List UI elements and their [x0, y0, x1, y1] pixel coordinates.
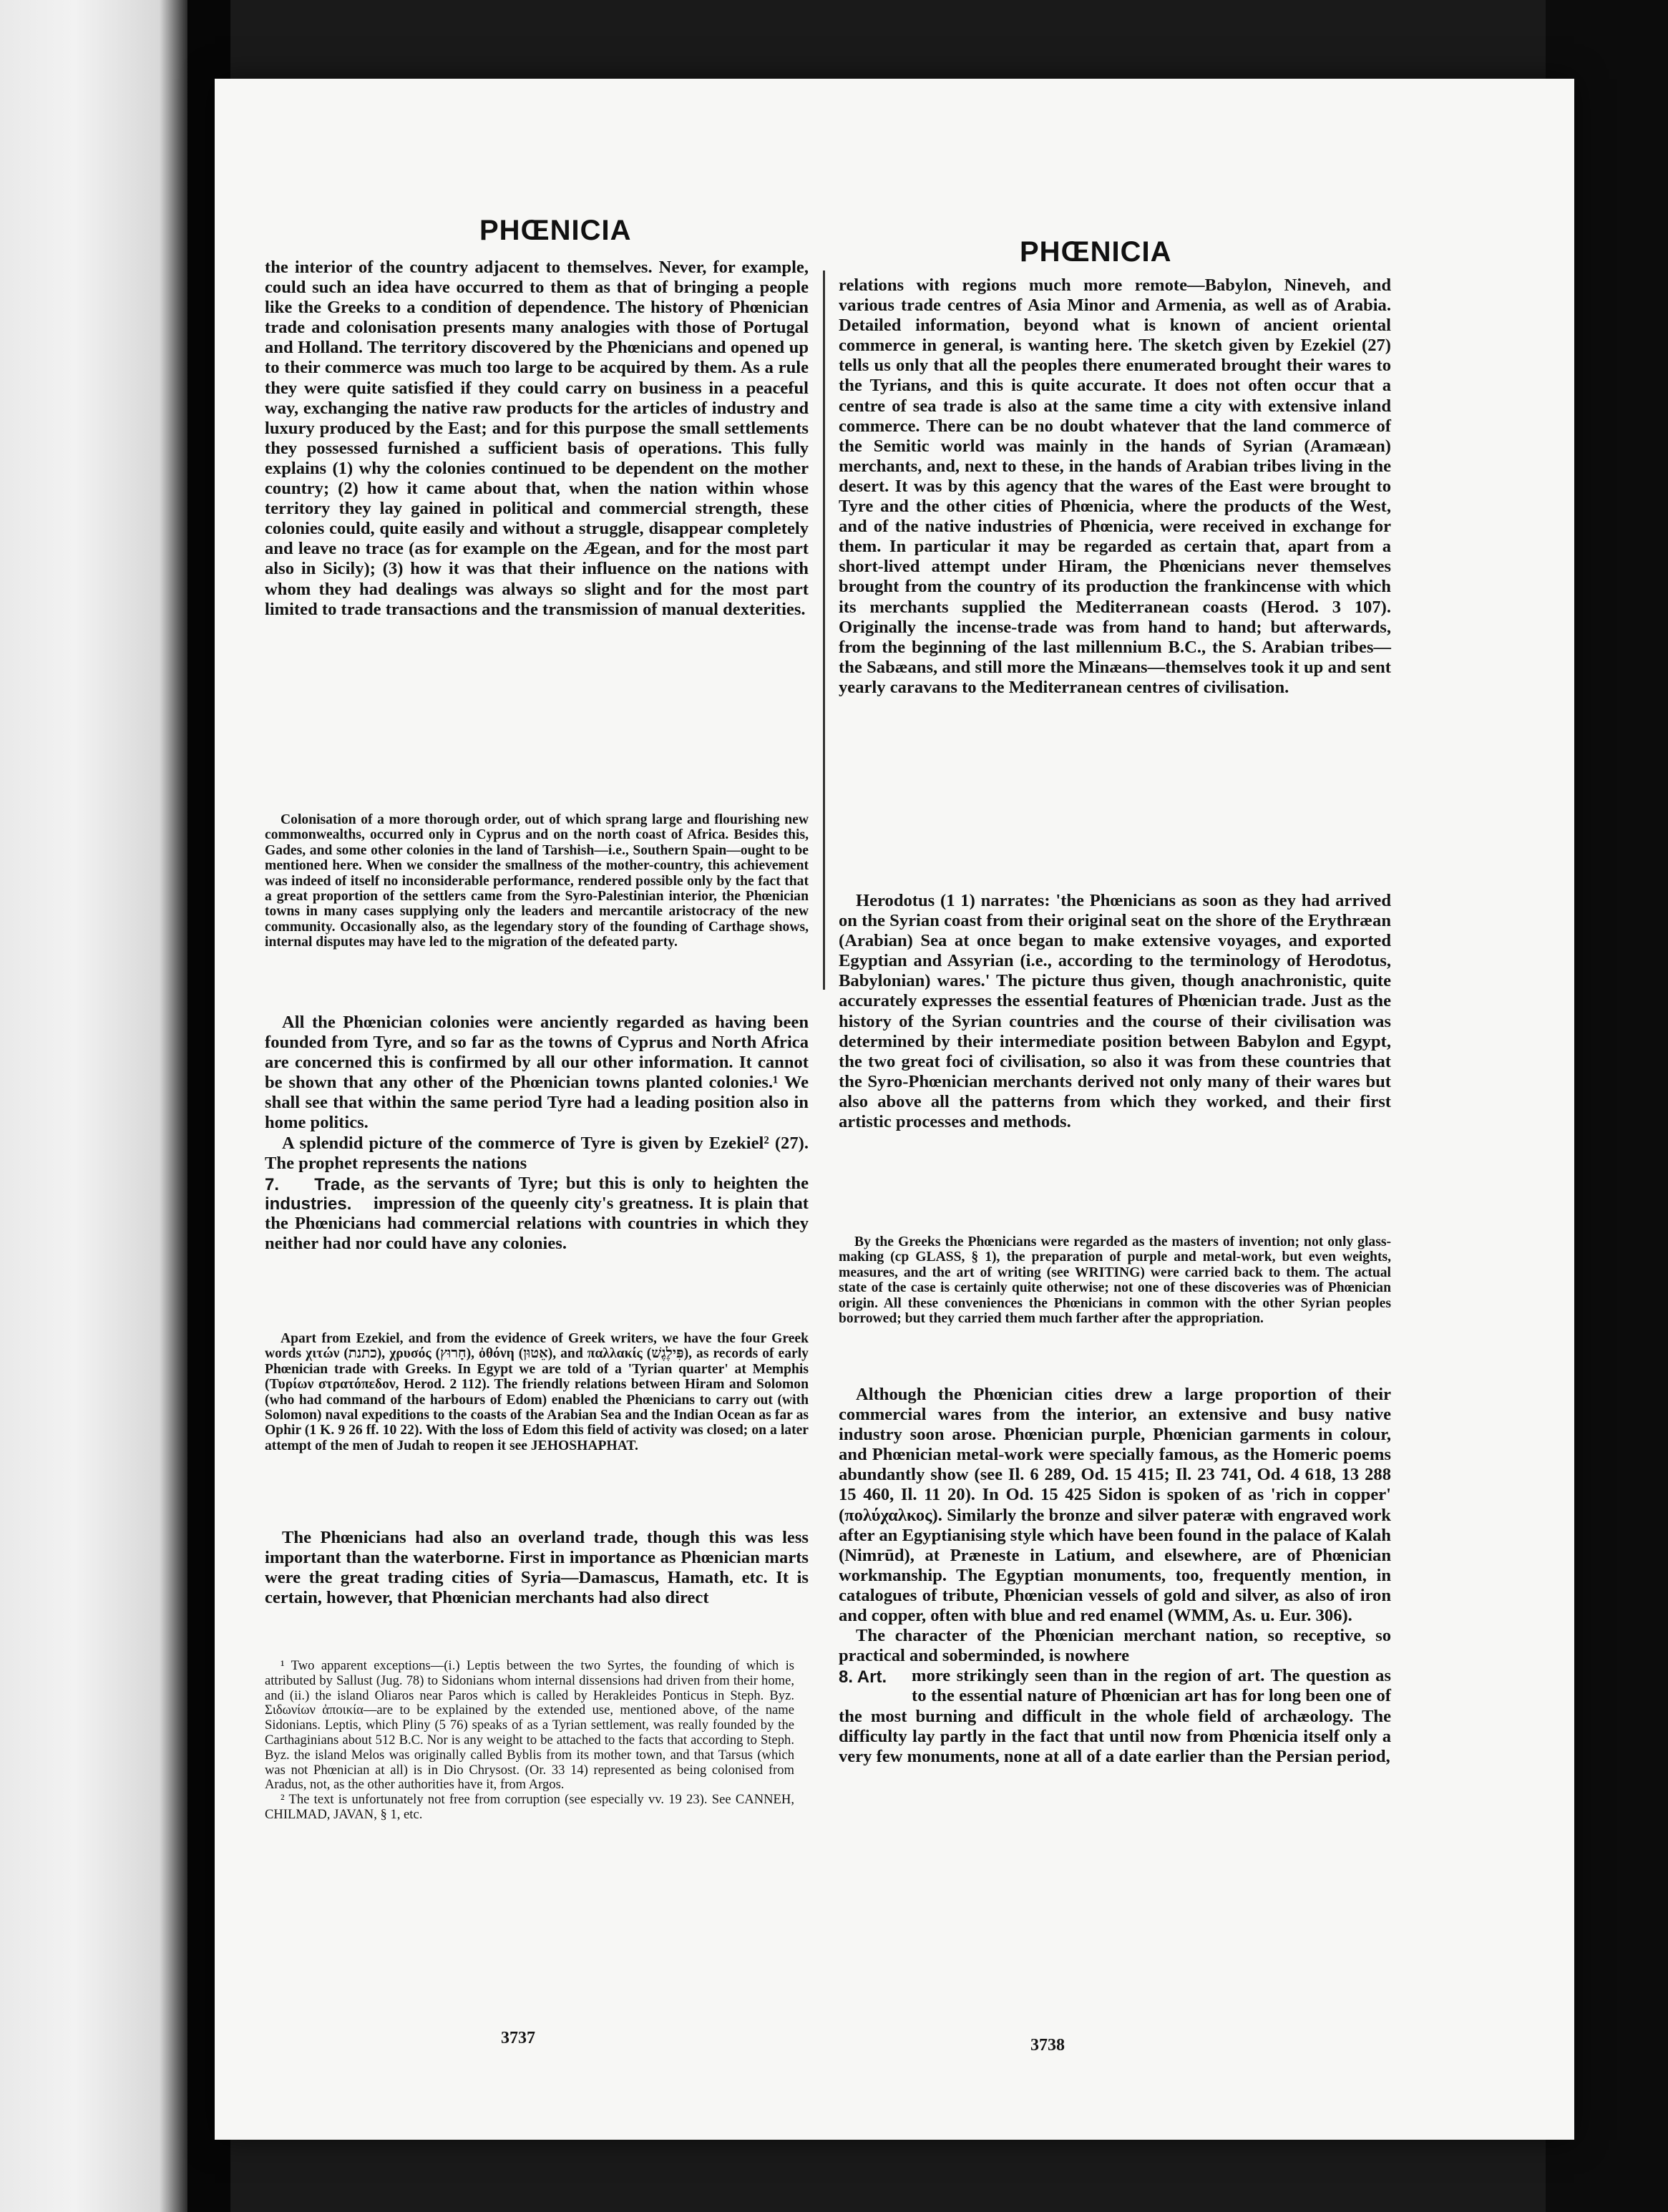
left-p1-text: the interior of the country adjacent to themselves. Never, for example, could such an idea have occurred to them as that of bringing a people like the Greeks to a condition of dependence. The history of Phœnician trade and colonisation presents many analogies with those of Portugal and Holland. The territory discovered by the Phœnicians and opened up to their commerce was much too large to be acquired by them. As a rule they were quite satisfied if they could carry on business in a peaceful way, exchanging the native raw products for the articles of industry and luxury produced by the East; and for this purpose the small settlements they possessed furnished a sufficient basis of operations. This fully explains (1) why the colonies continued to be dependent on the mother country; (2) how it came about that, when the nation within whose territory they lay gained in political and commercial strength, these colonies could, quite easily and without a struggle, disappear completely and leave no trace (as for example on the Ægean, and for the most part also in Sicily); (3) how it was that their influence on the nations with whom they had dealings was always so slight and for the most part limited to trade transactions and the transmission of manual dexterities. [265, 258, 809, 619]
left-p3b-text: as the servants of Tyre; but this is only to heighten the impression of the queenly city's greatness. It is plain that the Phœnicians had commercial relations with countries in which they neither had nor could have any colonies. [265, 1173, 809, 1254]
right-p3-text: Although the Phœnician cities drew a large proportion of their commercial wares from the interior, an extensive and busy native industry soon arose. Phœnician purple, Phœnician garments in colour, and Phœnician metal-work were specially famous, as the Homeric poems abundantly show (see Il. 6 289, Od. 15 415; Il. 23 741, Od. 4 618, 13 288 15 460, Il. 11 20). In Od. 15 425 Sidon is spoken of as 'rich in copper' (πολύχαλκος). Similarly the bronze and silver pateræ with engraved work after an Egyptianising style which have been found in the palace of Kalah (Nimrūd), at Præneste in Latium, and elsewhere, are of Phœnician workmanship. The Egyptian monuments, too, frequently mention, in catalogues of tribute, Phœnician vessels of gold and silver, as also of iron and copper, often with blue and red enamel (WMM, As. u. Eur. 306). [839, 1385, 1391, 1626]
left-footnotes [265, 1659, 794, 1823]
section-7-heading: 7. Trade, industries. [265, 1174, 365, 1214]
right-paragraph-3 [839, 1385, 1391, 1767]
left-smallprint-1 [265, 812, 809, 950]
page-number-left: 3737 [501, 2029, 535, 2047]
left-small1-text: Colonisation of a more thorough order, out of which sprang large and flourishing new commonwealths, occurred only in Cyprus and on the north coast of Africa. Besides this, Gades, and some other colonies in the land of Tarshish—i.e., Southern Spain—ought to be mentioned here. When we consider the smallness of the mother-country, this achievement was indeed of itself no inconsiderable performance, rendered possible only by the fact that a great proportion of the settlers came from the Syro-Palestinian interior, the Phœnician towns in many cases supplying only the leaders and mercantile aristocracy of the new community. Occasionally also, as the legendary story of the founding of Carthage shows, internal disputes may have led to the migration of the defeated party. [265, 812, 809, 950]
left-p4-text: The Phœnicians had also an overland trade, though this was less important than the waterborne. First in importance as Phœnician marts were the great trading cities of Syria—Damascus, Hamath, etc. It is certain, however, that Phœnician merchants had also direct [265, 1528, 809, 1608]
left-paragraph-4 [265, 1528, 809, 1608]
right-smallprint-1 [839, 1234, 1391, 1326]
running-head-left: PHŒNICIA [479, 215, 632, 246]
running-head-right: PHŒNICIA [1020, 236, 1172, 268]
column-rule [823, 271, 825, 990]
footnote-2: ² The text is unfortunately not free from corruption (see especially vv. 19 23). See CANNEH, CHILMAD, JAVAN, § 1, etc. [265, 1792, 794, 1822]
left-paragraph-2 [265, 1013, 809, 1254]
left-p2-text: All the Phœnician colonies were anciently regarded as having been founded from Tyre, and so far as the towns of Cyprus and North Africa are concerned this is confirmed by all our other information. It cannot be shown that any other of the Phœnician towns planted colonies.¹ We shall see that within the same period Tyre had a leading position also in home politics. [265, 1013, 809, 1133]
right-paragraph-2 [839, 891, 1391, 1132]
right-p4b-text: more strikingly seen than in the region of art. The question as to the essential nature of Phœnician art has for long been one of the most burning and difficult in the whole field of archæology. The difficulty lay partly in the fact that until now from Phœnicia itself only a very few monuments, none at all of a date earlier than the Persian period, [839, 1666, 1391, 1766]
left-small2-text: Apart from Ezekiel, and from the evidence of Greek writers, we have the four Greek words χιτών (כתנת), χρυσός (חָרוּץ), ὀθόνη (אֵטוּן), and παλλακίς (פִּילֶגֶשׁ), as records of early Phœnician trade with Greeks. In Egypt we are told of a 'Tyrian quarter' at Memphis (Τυρίων στρατόπεδον, Herod. 2 112). The friendly relations between Hiram and Solomon (who had command of the harbours of Edom) enabled the Phœnicians to carry out (with Solomon) naval expeditions to the coasts of the Arabian Sea and the Indian Ocean as far as Ophir (1 K. 9 26 ff. 10 22). With the loss of Edom this field of activity was closed; on a later attempt of the men of Judah to reopen it see JEHOSHAPHAT. [265, 1331, 809, 1453]
right-paragraph-1 [839, 276, 1391, 698]
left-page-edge [0, 0, 187, 2212]
right-p1-text: relations with regions much more remote—Babylon, Nineveh, and various trade centres of Asia Minor and Armenia, as well as of Arabia. Detailed information, beyond what is known of ancient oriental commerce in general, is wanting here. The sketch given by Ezekiel (27) tells us only that all the peoples there enumerated brought their wares to the Tyrians, and this is quite accurate. It does not often occur that a centre of sea trade is also at the same time a city with extensive inland commerce. There can be no doubt whatever that the land commerce of the Semitic world was mainly in the hands of Syrian (Aramæan) merchants, and, next to these, in the hands of Arabian tribes living in the desert. It was by this agency that the wares of the East were brought to Tyre and the other cities of Phœnicia, where the products of the West, and of the native industries of Phœnicia, were received in exchange for them. In particular it may be regarded as certain that, apart from a short-lived attempt under Hiram, the Phœnicians never themselves brought from the country of its production the frankincense with which its merchants supplied the Mediterranean coasts (Herod. 3 107). Originally the incense-trade was from hand to hand; but afterwards, from the beginning of the last millennium B.C., the S. Arabian tribes—the Sabæans, and still more the Minæans—themselves took it up and sent yearly caravans to the Mediterranean centres of civilisation. [839, 276, 1391, 697]
section-8-heading: 8. Art. [839, 1667, 887, 1687]
right-p4a-text: The character of the Phœnician merchant nation, so receptive, so practical and soberminded, is nowhere [839, 1626, 1391, 1666]
page-number-right: 3738 [1030, 2036, 1065, 2055]
right-small1-text: By the Greeks the Phœnicians were regarded as the masters of invention; not only glass-making (cp GLASS, § 1), the preparation of purple and metal-work, but even weights, measures, and the art of writing (see WRITING) were carried back to them. The actual state of the case is certainly quite otherwise; not one of these discoveries was of Phœnician origin. All these conveniences the Phœnicians in common with the other Syrian peoples borrowed; but they carried them much farther after the appropriation. [839, 1234, 1391, 1327]
left-p3a-text: A splendid picture of the commerce of Tyre is given by Ezekiel² (27). The prophet represents the nations [265, 1133, 809, 1173]
left-paragraph-1 [265, 258, 809, 620]
footnote-1: ¹ Two apparent exceptions—(i.) Leptis between the two Syrtes, the founding of which is attributed by Sallust (Jug. 78) to Sidonians whom internal dissensions had driven from their home, and (ii.) the island Oliaros near Paros which is called by Herakleides Ponticus in Steph. Byz. Σιδωνίων ἀποικία—are to be explained by the extended use, mentioned above, of the name Sidonians. Leptis, which Pliny (5 76) speaks of as a Tyrian settlement, was really founded by the Carthaginians about 512 B.C. Nor is any weight to be attached to the facts that according to Steph. Byz. the island Melos was originally called Byblis from its mother town, and that Tarsus (which was not Phœnician at all) is in Dio Chrysost. (Or. 33 14) represented as being colonised from Aradus, not, as the other authorities have it, from Argos. [265, 1658, 794, 1793]
right-p2-text: Herodotus (1 1) narrates: 'the Phœnicians as soon as they had arrived on the Syrian coast from their original seat on the shore of the Erythræan (Arabian) Sea at once began to make extensive voyages, and exported Egyptian and Assyrian (i.e., according to the terminology of Herodotus, Babylonian) wares.' The picture thus given, though anachronistic, quite accurately expresses the essential features of Phœnician trade. Just as the history of the Syrian countries and the course of their civilisation was determined by their intermediate position between Babylon and Egypt, the two great foci of civilisation, so also it was from these countries that the Syro-Phœnician merchants derived not only many of their wares but also above all the patterns from which they worked, and their first artistic processes and methods. [839, 891, 1391, 1132]
left-smallprint-2 [265, 1331, 809, 1453]
